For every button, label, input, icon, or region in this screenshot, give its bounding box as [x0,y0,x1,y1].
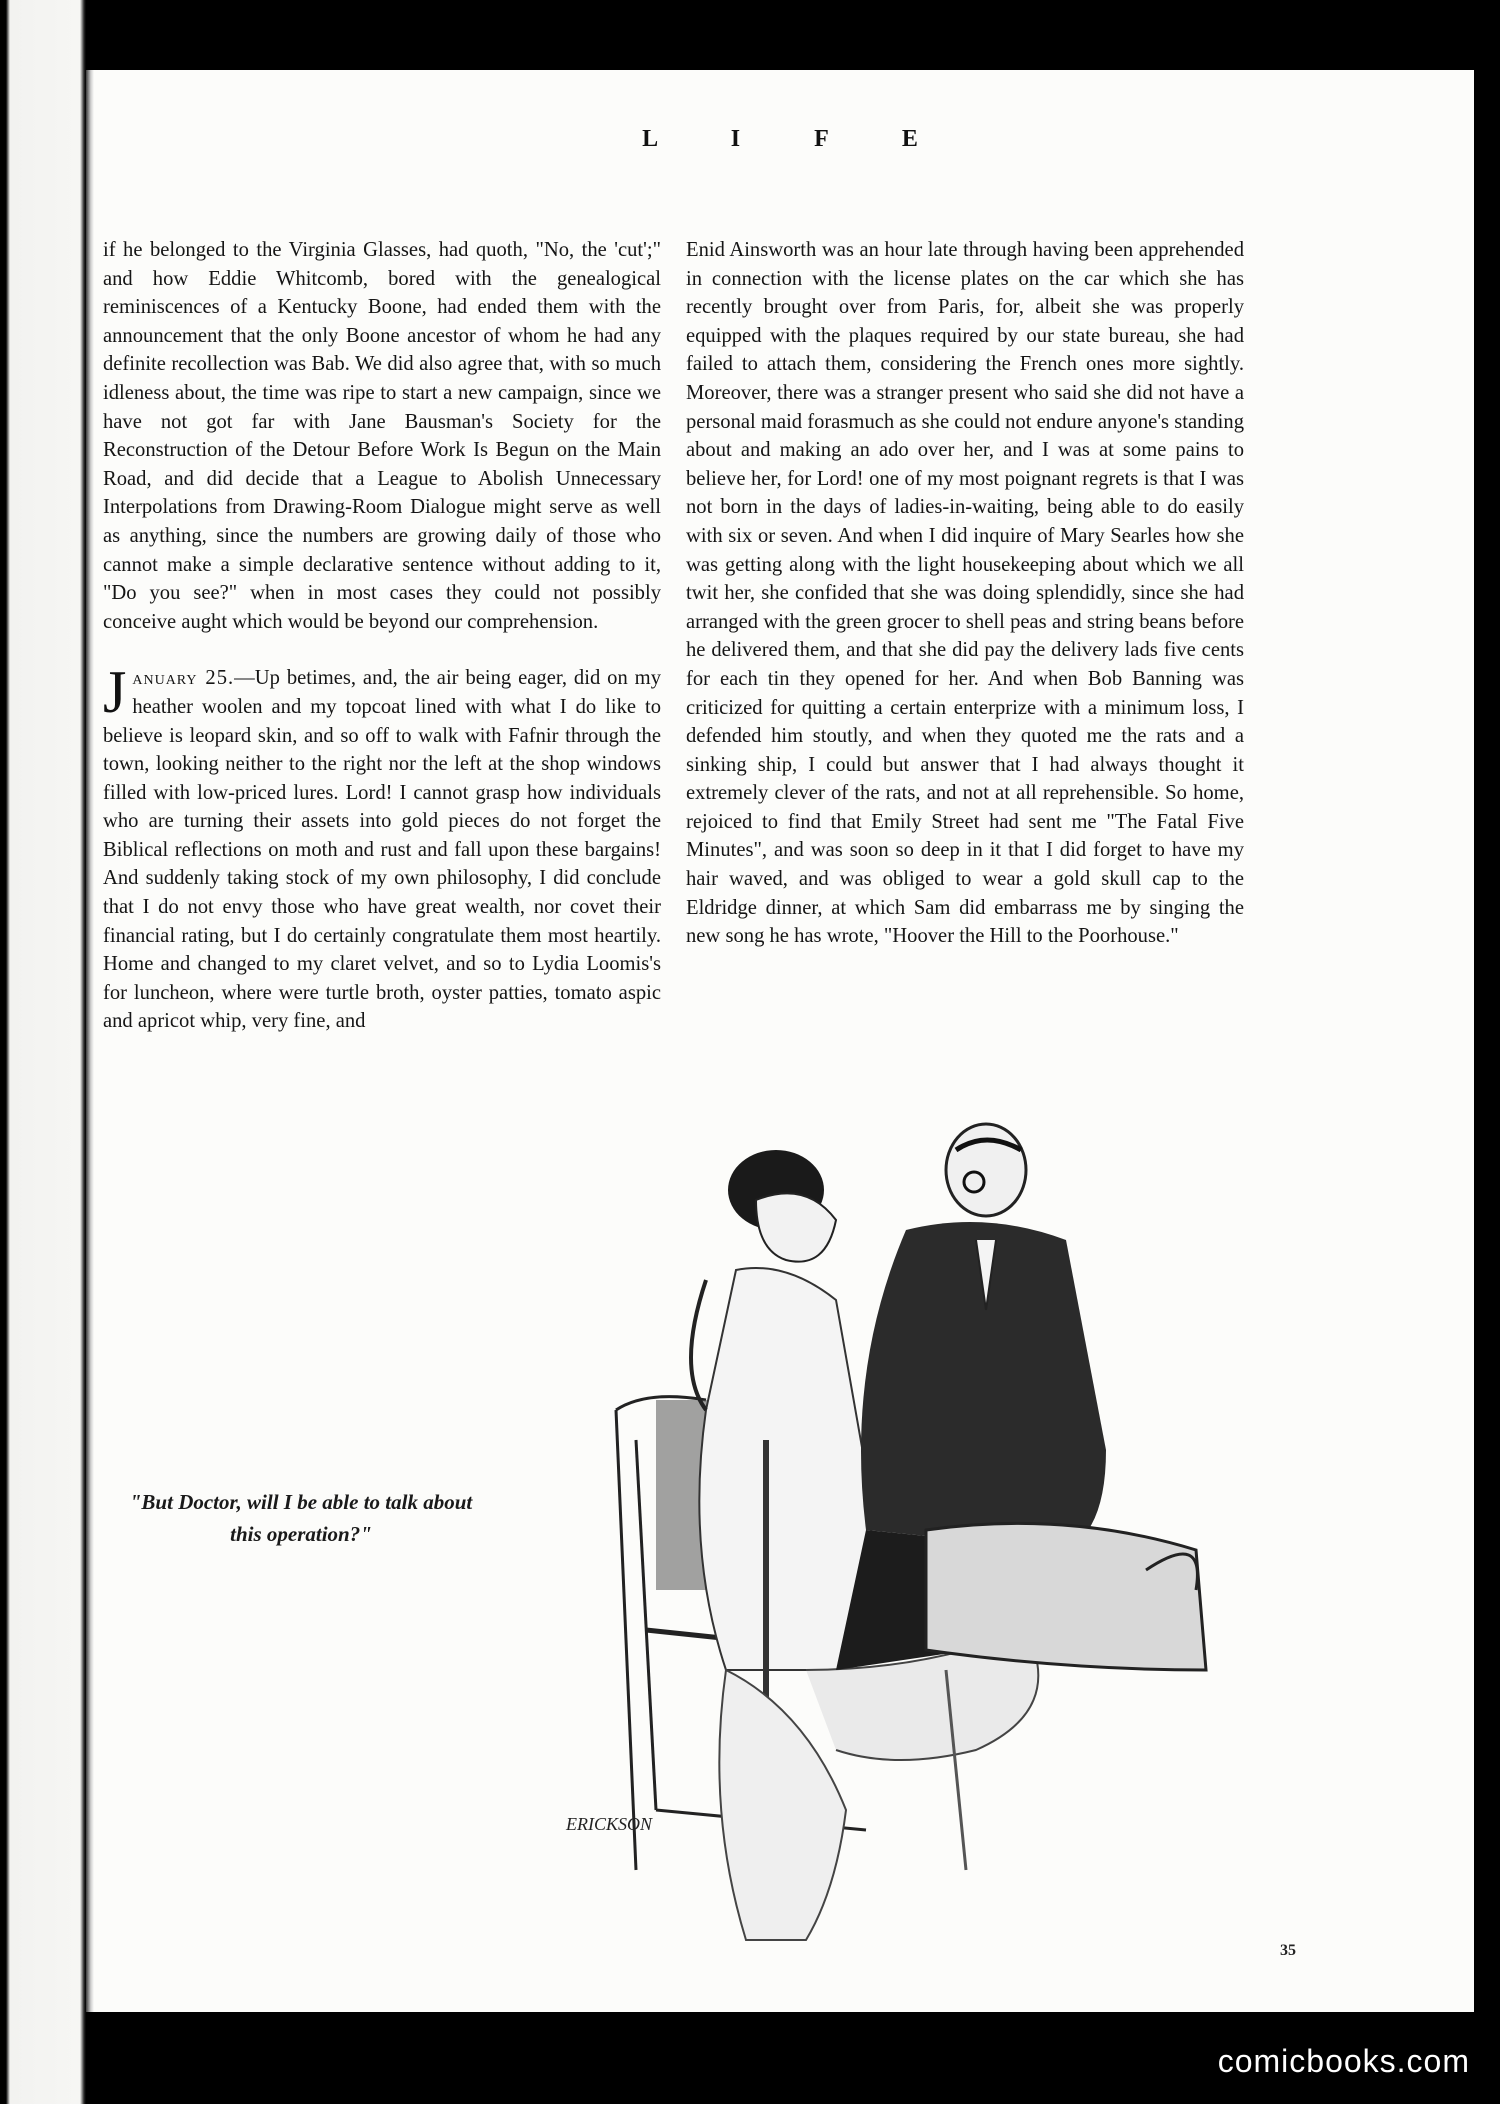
drop-cap: J [103,659,127,726]
illustration-caption: "But Doctor, will I be able to talk about this operation?" [129,1490,473,1546]
right-paragraph-1: Enid Ainsworth was an hour late through having been apprehended in connection with the license plates on the car which she has recently brought over from Paris, for, albeit she was properly equipped with the plaques required by our state bureau, she had failed to attach them, considering the French ones more sightly. Moreover, there was a stranger present who said she did not have a personal maid forasmuch as she could not endure anyone's standing about and making an ado over her, and I was at some pains to believe her, for Lord! one of my most poignant regrets is that I was not born in the days of ladies-in-waiting, being able to do easily with six or seven. And when I did inquire of Mary Searles how she was getting along with the light housekeeping about which we all twit her, she confided that she was doing splendidly, since she had arranged with the green grocer to shell peas and string beans before he delivered them, and that she did pay the delivery lads five cents for each tin they opened for her. And when Bob Banning was criticized for quitting a certain enterprize with a minimum loss, I defended him stoutly, and when they quoted me the rats and a sinking ship, I could but answer that I had always thought it extremely clever of the rats, and not at all reprehensible. So home, rejoiced to find that Emily Street had sent me "The Fatal Five Minutes", and was soon so deep in it that I did forget to have my hair waved, and was obliged to wear a gold skull cap to the Eldridge dinner, at which Sam did embarrass me by singing the new song he has wrote, "Hoover the Hill to the Poorhouse." [686,239,1244,948]
magazine-page [86,70,1474,2012]
left-paragraph-1: if he belonged to the Virginia Glasses, had quoth, "No, the 'cut';" and how Eddie Whitcomb, bored with the genealogical reminiscences of a Kentucky Boone, had ended them with the announcement that the only Boone ancestor of whom he had any definite recollection was Bab. We did also agree that, with so much idleness about, the time was ripe to start a new campaign, since we have not got far with Jane Bausman's Society for the Reconstruction of the Detour Before Work Is Begun on the Main Road, and did decide that a League to Abolish Unnecessary Interpolations from Drawing-Room Dialogue might serve as well as anything, since the numbers are growing daily of those who cannot make a simple declarative sentence without adding to it, "Do you see?" when in most cases they could not possibly conceive aught which would be beyond our comprehension. [103,239,661,633]
artist-signature: ERICKSON [566,1814,653,1834]
cartoon-illustration [506,1110,1406,1970]
left-paragraph-2 [103,659,661,1036]
left-paragraph-2-body: —Up betimes, and, the air being eager, did on my heather woolen and my topcoat lined with what I do like to believe is leopard skin, and so off to walk with Fafnir through the town, looking neither to the right nor the left at the shop windows filled with low-priced lures. Lord! I cannot grasp how individuals who are turning their assets into gold pieces do not forget the Biblical reflections on moth and rust and fall upon these bargains! And suddenly taking stock of my own philosophy, I did conclude that I do not envy those who have great wealth, nor covet their financial rating, but I do certainly congratulate them most heartily. Home and changed to my claret velvet, and so to Lydia Loomis's for luncheon, where were turtle broth, oyster patties, tomato aspic and apricot whip, very fine, and [103,667,661,1033]
page-number: 35 [1280,1942,1296,1959]
date-lead: anuary 25. [132,667,235,690]
page-header: L I F E [642,126,952,152]
book-spine-edge [0,0,86,2104]
page-gutter [86,70,94,2012]
watermark: comicbooks.com [1217,2043,1470,2079]
right-column [686,236,1244,979]
left-column [103,236,661,1064]
